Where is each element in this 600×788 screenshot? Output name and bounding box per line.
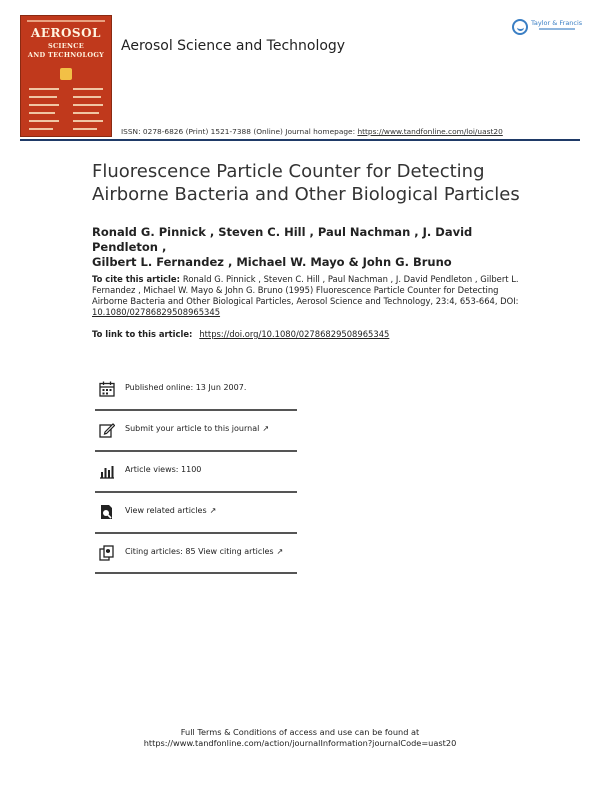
publisher-brand: Taylor & Francis <box>531 19 583 27</box>
external-link-icon: ↗ <box>209 506 217 515</box>
footer-terms-text: Full Terms & Conditions of access and use can be found at <box>180 727 420 737</box>
journal-cover-image <box>20 15 112 137</box>
article-doi-url[interactable]: https://doi.org/10.1080/02786829508965345 <box>199 329 390 339</box>
published-row <box>95 369 297 409</box>
views-row <box>95 451 297 491</box>
footer-terms-link[interactable]: https://www.tandfonline.com/action/journalInformation?journalCode=uast20 <box>143 738 457 748</box>
cover-title-line1: AEROSOL <box>31 26 101 40</box>
citation-label: To cite this article: <box>92 274 183 284</box>
authors-line1: Ronald G. Pinnick , Steven C. Hill , Paul Nachman , J. David Pendleton , <box>92 225 473 254</box>
citing-articles-link[interactable] <box>125 547 283 556</box>
taylor-francis-logo-icon[interactable] <box>512 17 584 39</box>
issn-line <box>121 127 503 136</box>
citing-row[interactable] <box>95 533 297 573</box>
submit-article-text: Submit your article to this journal <box>125 424 260 433</box>
submit-article-link[interactable] <box>125 424 269 433</box>
document-search-icon <box>99 504 115 520</box>
footer <box>0 727 600 749</box>
journal-name: Aerosol Science and Technology <box>121 38 346 54</box>
link-label: To link to this article: <box>92 329 196 339</box>
authors-line2: Gilbert L. Fernandez , Michael W. Mayo & John G. Bruno <box>92 255 452 269</box>
meta-divider <box>95 572 297 574</box>
related-articles-link[interactable] <box>125 506 216 515</box>
published-date: Published online: 13 Jun 2007. <box>125 383 247 392</box>
cover-emblem-icon <box>60 68 72 80</box>
journal-homepage-link[interactable]: https://www.tandfonline.com/loi/uast20 <box>357 127 503 136</box>
citation-block <box>92 274 522 318</box>
calendar-icon <box>99 381 115 397</box>
header-divider <box>20 139 580 141</box>
citing-articles-text: Citing articles: 85 View citing articles <box>125 547 274 556</box>
issn-text: ISSN: 0278-6826 (Print) 1521-7388 (Online) Journal homepage: <box>121 127 358 136</box>
cover-title-line2: SCIENCE <box>47 42 85 50</box>
article-title: Fluorescence Particle Counter for Detecting Airborne Bacteria and Other Biological Particles <box>92 161 520 205</box>
article-views: Article views: 1100 <box>125 465 202 474</box>
edit-icon <box>99 422 115 438</box>
citation-doi-link[interactable]: 10.1080/02786829508965345 <box>92 307 221 317</box>
related-articles-text: View related articles <box>125 506 207 515</box>
external-link-icon: ↗ <box>262 424 270 433</box>
article-authors <box>92 225 512 270</box>
cover-title-line3: AND TECHNOLOGY <box>27 51 105 59</box>
external-link-icon: ↗ <box>276 547 284 556</box>
citing-articles-icon <box>99 545 115 561</box>
bar-chart-icon <box>99 463 115 479</box>
submit-row[interactable] <box>95 410 297 450</box>
link-block <box>92 329 389 339</box>
citation-text: Ronald G. Pinnick , Steven C. Hill , Paul Nachman , J. David Pendleton , Gilbert L. Fernandez , Michael W. Mayo & John G. Bruno (1995) Fluorescence Particle Counter for Detecting Airborne Bacteria and Other Biological Particles, Aerosol Science and Technology, 23:4, 653-664, DOI: <box>92 274 519 306</box>
related-row[interactable] <box>95 492 297 532</box>
